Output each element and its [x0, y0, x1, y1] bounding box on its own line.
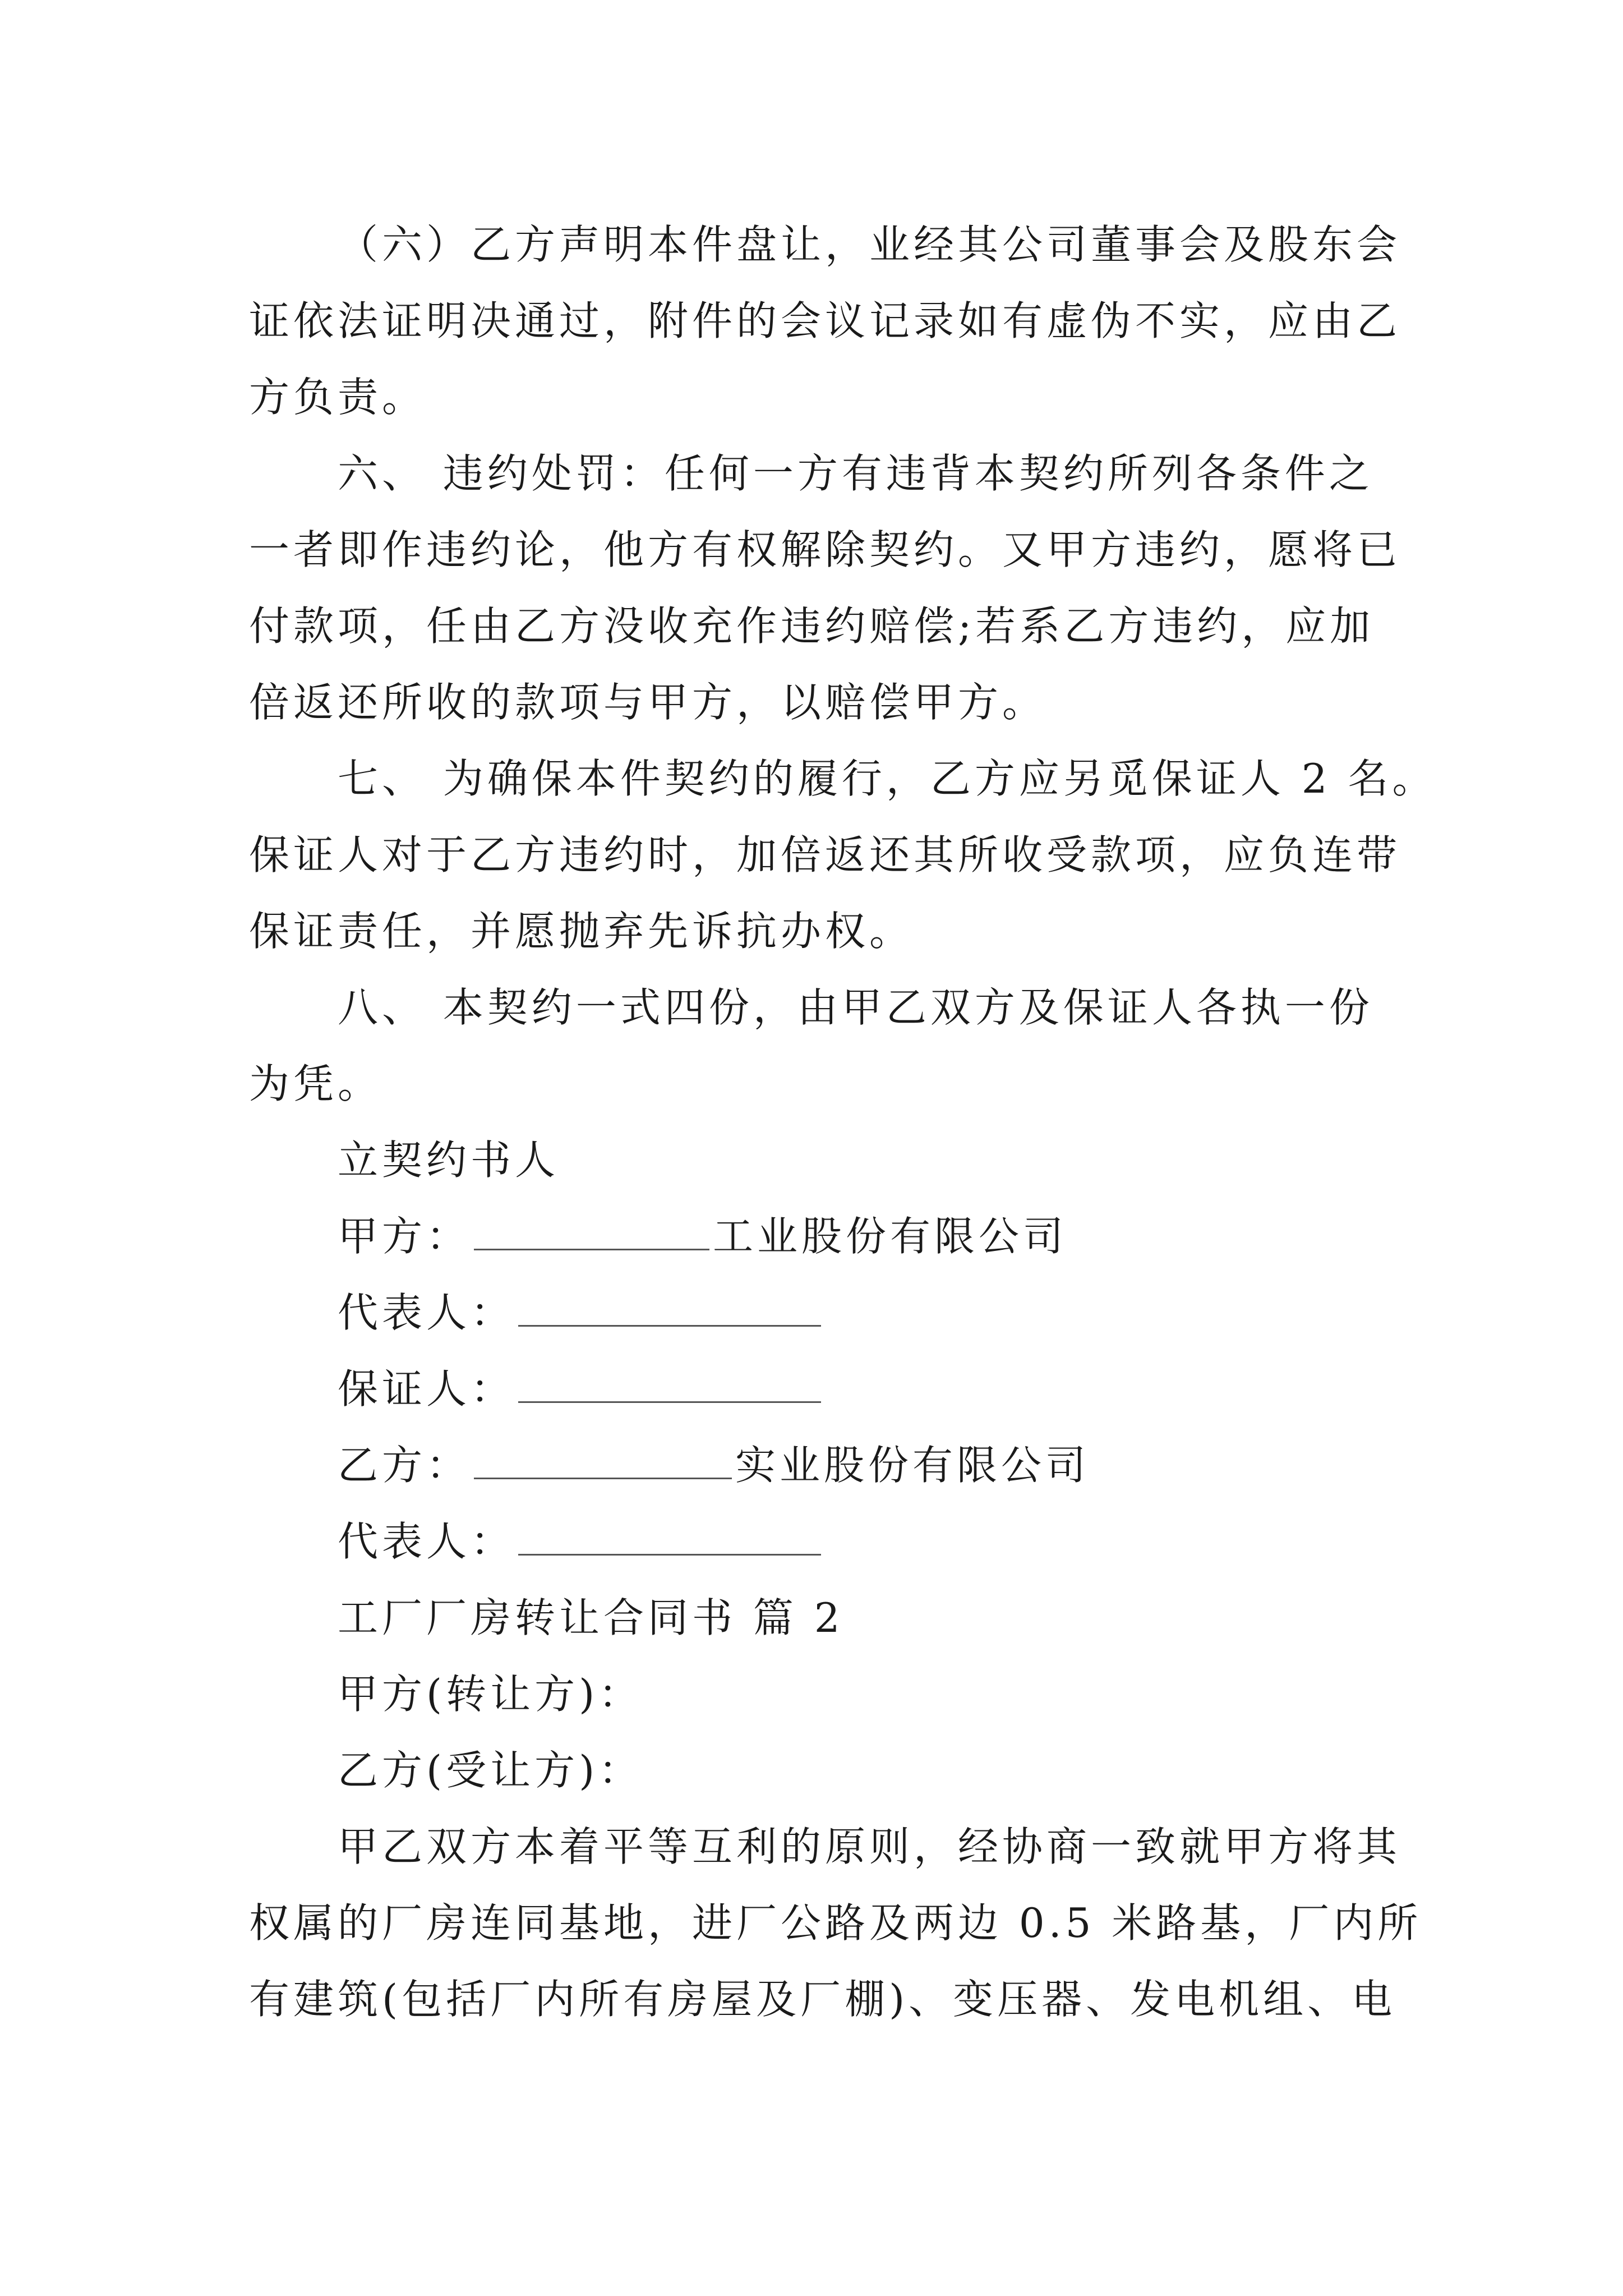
paragraph-line: 保证责任，并愿抛弃先诉抗办权。: [249, 908, 914, 955]
paragraph-line: 保证人对于乙方违约时，加倍返还其所收受款项，应负连带: [249, 831, 1401, 878]
signature-party-b: [338, 1442, 1090, 1489]
paragraph-line: 证依法证明决通过，附件的会议记录如有虚伪不实，应由乙: [249, 297, 1401, 344]
signature-rep-b: [338, 1518, 824, 1565]
party-b-blank: [474, 1475, 732, 1479]
signature-party-a: [338, 1213, 1068, 1260]
signature-rep-a: [338, 1289, 824, 1336]
guarantor-label: 保证人：: [338, 1365, 515, 1412]
rep-a-label: 代表人：: [338, 1289, 515, 1336]
paragraph-line: 八、 本契约一式四份，由甲乙双方及保证人各执一份: [338, 984, 1373, 1031]
paragraph-line: 为凭。: [249, 1060, 382, 1107]
paragraph-line: 六、 违约处罚：任何一方有违背本契约所列各条件之: [338, 450, 1373, 497]
paragraph-line: 甲乙双方本着平等互利的原则，经协商一致就甲方将其: [338, 1823, 1401, 1870]
party-b-label: 乙方：: [338, 1442, 471, 1489]
signature-heading: 立契约书人: [338, 1137, 560, 1184]
party-a-blank: [474, 1246, 709, 1250]
paragraph-line: 付款项，任由乙方没收充作违约赔偿;若系乙方违约，应加: [249, 602, 1375, 650]
paragraph-line: 倍返还所收的款项与甲方，以赔偿甲方。: [249, 679, 1047, 726]
rep-b-label: 代表人：: [338, 1518, 515, 1565]
paragraph-line: 一者即作违约论，他方有权解除契约。又甲方违约，愿将已: [249, 526, 1401, 573]
rep-a-blank: [518, 1323, 821, 1327]
paragraph-line: 权属的厂房连同基地，进厂公路及两边 0.5 米路基，厂内所: [249, 1899, 1422, 1947]
party-a-label: 甲方：: [338, 1213, 471, 1260]
signature-guarantor: [338, 1365, 824, 1412]
section-title: 工厂厂房转让合同书 篇 2: [338, 1594, 844, 1641]
guarantor-blank: [518, 1399, 821, 1403]
rep-b-blank: [518, 1552, 821, 1556]
paragraph-line: （六）乙方声明本件盘让，业经其公司董事会及股东会: [338, 221, 1401, 268]
party-a-transferor: 甲方(转让方)：: [338, 1671, 643, 1718]
paragraph-line: 有建筑(包括厂内所有房屋及厂棚)、变压器、发电机组、电: [249, 1976, 1396, 2023]
party-b-transferee: 乙方(受让方)：: [338, 1747, 643, 1794]
party-b-suffix: 实业股份有限公司: [735, 1442, 1090, 1489]
paragraph-line: 方负责。: [249, 374, 427, 421]
paragraph-line: 七、 为确保本件契约的履行，乙方应另觅保证人 2 名。: [338, 755, 1437, 802]
party-a-suffix: 工业股份有限公司: [713, 1213, 1068, 1260]
